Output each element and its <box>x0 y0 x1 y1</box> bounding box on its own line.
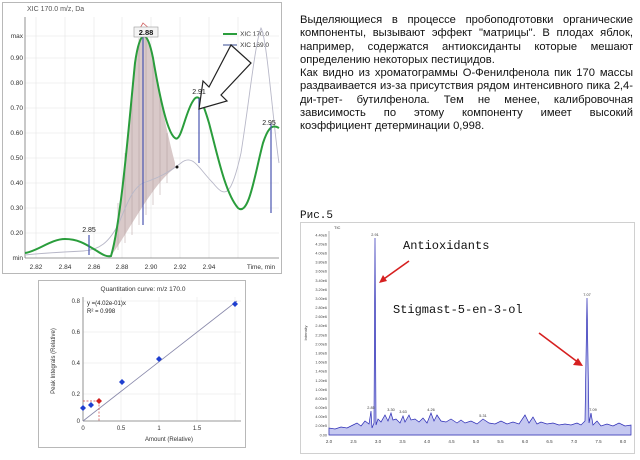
tic-y-tick: 3.20e6 <box>315 287 327 292</box>
tic-x-tick: 4.0 <box>423 439 431 444</box>
xic-x-label: 2.82 <box>29 264 43 271</box>
tic-x-tick: 2.0 <box>325 439 333 444</box>
quant-title: Quantitation curve: m/z 170.0 <box>100 286 186 293</box>
tic-y-tick: 2.60e6 <box>315 315 327 320</box>
tic-y-tick: 6.00e5 <box>315 406 327 411</box>
tic-y-tick: 1.80e6 <box>315 351 327 356</box>
tic-x-tick: 7.5 <box>595 439 602 444</box>
xic-y-label: 0.50 <box>10 155 23 162</box>
tic-x-tick: 7.0 <box>570 439 578 444</box>
tic-y-tick: 3.00e6 <box>315 296 327 301</box>
tic-chromatogram-panel <box>300 222 635 454</box>
tic-y-tick: 2.40e6 <box>315 324 327 329</box>
tic-corner-label: TIC <box>334 225 341 230</box>
xic-peak-label-291: 2.91 <box>192 89 206 96</box>
tic-y-tick: 1.00e6 <box>315 387 327 392</box>
tic-y-tick: 3.80e6 <box>315 260 327 265</box>
xic-title: XIC 170.0 m/z, Da <box>27 6 85 13</box>
quant-y-tick: 0 <box>76 419 80 425</box>
tic-y-tick: 1.40e6 <box>315 369 327 374</box>
xic-peak-label-288: 2.88 <box>138 28 154 37</box>
tic-y-tick: 2.00e5 <box>315 424 327 429</box>
xic-y-label: 0.20 <box>10 230 23 237</box>
description-paragraph-2: Как видно из хроматограммы О-Фенилфенола пик 170 массы раздваивается из-за присутствия рядом интенсивного пика 2,4-ди-трет- бутилфенола. Тем не менее, калибровочная зависимость по этому компоненту имеет высокий коэффициент детерминации 0,998. <box>300 67 633 133</box>
tic-peak-label: 7.07 <box>583 293 591 297</box>
tic-peak-label: 3.63 <box>399 410 407 414</box>
xic-y-label: 0.70 <box>10 105 23 112</box>
tic-y-axis-title: Intensity <box>303 325 308 341</box>
xic-y-label: 0.30 <box>10 205 23 212</box>
tic-y-tick: 0.00 <box>319 433 327 438</box>
description-paragraph-1: Выделяющиеся в процессе пробоподготовки органические компоненты, вызывают эффект "матрицы". В плодах яблок, например, содержатся антиоксиданты которые мешают определению некоторых пестицидов. <box>300 14 633 66</box>
xic-x-label: 2.90 <box>144 264 158 271</box>
tic-peak-label: 2.91 <box>371 233 379 237</box>
quant-x-tick: 1.5 <box>192 426 202 432</box>
tic-x-tick: 3.5 <box>399 439 406 444</box>
quantitation-curve-panel <box>38 280 246 448</box>
quant-equation: y =(4.02e-01)x <box>87 301 126 307</box>
xic-peak-label-295: 2.95 <box>262 120 276 127</box>
figure-label: Рис.5 <box>300 210 334 222</box>
tic-y-tick: 3.60e6 <box>315 269 327 274</box>
tic-y-tick: 4.40e6 <box>315 233 327 238</box>
tic-y-tick: 2.00e6 <box>315 342 327 347</box>
quant-y-tick: 0.4 <box>71 361 80 367</box>
tic-y-tick: 3.40e6 <box>315 278 327 283</box>
xic-plot <box>3 3 283 275</box>
annotation-stigmasterol: Stigmast-5-en-3-ol <box>393 303 523 317</box>
quant-plot <box>39 281 247 449</box>
tic-x-tick: 6.5 <box>546 439 553 444</box>
tic-x-tick: 5.0 <box>472 439 480 444</box>
tic-peak-label: 3.30 <box>387 408 395 412</box>
xic-y-label: 0.90 <box>10 55 23 62</box>
quant-y-tick: 0.2 <box>71 392 80 398</box>
tic-y-tick: 2.20e6 <box>315 333 327 338</box>
quant-x-axis-title: Amount (Relative) <box>144 437 194 443</box>
quant-r2: R² = 0.998 <box>87 309 116 315</box>
xic-x-label: 2.86 <box>87 264 101 271</box>
quant-y-axis-title: Peak Integrals (Relative) <box>51 328 57 394</box>
xic-x-label: 2.84 <box>58 264 72 271</box>
quant-x-tick: 0 <box>81 426 85 432</box>
tic-y-tick: 2.80e6 <box>315 306 327 311</box>
tic-peak-label: 5.31 <box>479 414 487 418</box>
description-text <box>300 14 633 134</box>
xic-y-label: min <box>12 255 23 262</box>
xic-x-label: 2.88 <box>115 264 129 271</box>
xic-x-label: 2.92 <box>173 264 187 271</box>
tic-x-tick: 3.0 <box>374 439 382 444</box>
xic-y-label: 0.40 <box>10 180 23 187</box>
tic-y-tick: 4.00e5 <box>315 415 327 420</box>
tic-x-tick: 6.0 <box>521 439 529 444</box>
xic-x-label: 2.94 <box>202 264 216 271</box>
tic-peak-label: 4.26 <box>427 408 435 412</box>
quant-x-tick: 1 <box>157 426 161 432</box>
tic-x-tick: 4.5 <box>448 439 455 444</box>
tic-peak-label: 7.09 <box>589 408 597 412</box>
xic-y-label: 0.80 <box>10 80 23 87</box>
tic-x-tick: 5.5 <box>497 439 504 444</box>
tic-y-tick: 8.00e5 <box>315 396 327 401</box>
tic-x-tick: 2.5 <box>350 439 357 444</box>
tic-x-tick: 8.0 <box>619 439 627 444</box>
quant-y-tick: 0.8 <box>71 299 80 305</box>
xic-chromatogram-panel <box>2 2 282 274</box>
xic-y-label: max <box>10 33 23 40</box>
tic-y-tick: 1.60e6 <box>315 360 327 365</box>
tic-peak-label: 2.85 <box>367 406 375 410</box>
tic-y-tick: 4.20e6 <box>315 242 327 247</box>
legend-label-xic170: XIC 170.0 <box>240 31 269 38</box>
quant-y-tick: 0.6 <box>71 330 80 336</box>
legend-label-xic169: XIC 169.0 <box>240 42 269 49</box>
annotation-antioxidants: Antioxidants <box>403 239 490 253</box>
xic-y-label: 0.60 <box>10 130 23 137</box>
quant-x-tick: 0.5 <box>116 426 126 432</box>
xic-x-axis-title: Time, min <box>246 264 276 271</box>
tic-y-tick: 4.00e6 <box>315 251 327 256</box>
tic-y-tick: 1.20e6 <box>315 378 327 383</box>
tic-plot <box>301 223 636 455</box>
xic-peak-label-285: 2.85 <box>82 227 96 234</box>
